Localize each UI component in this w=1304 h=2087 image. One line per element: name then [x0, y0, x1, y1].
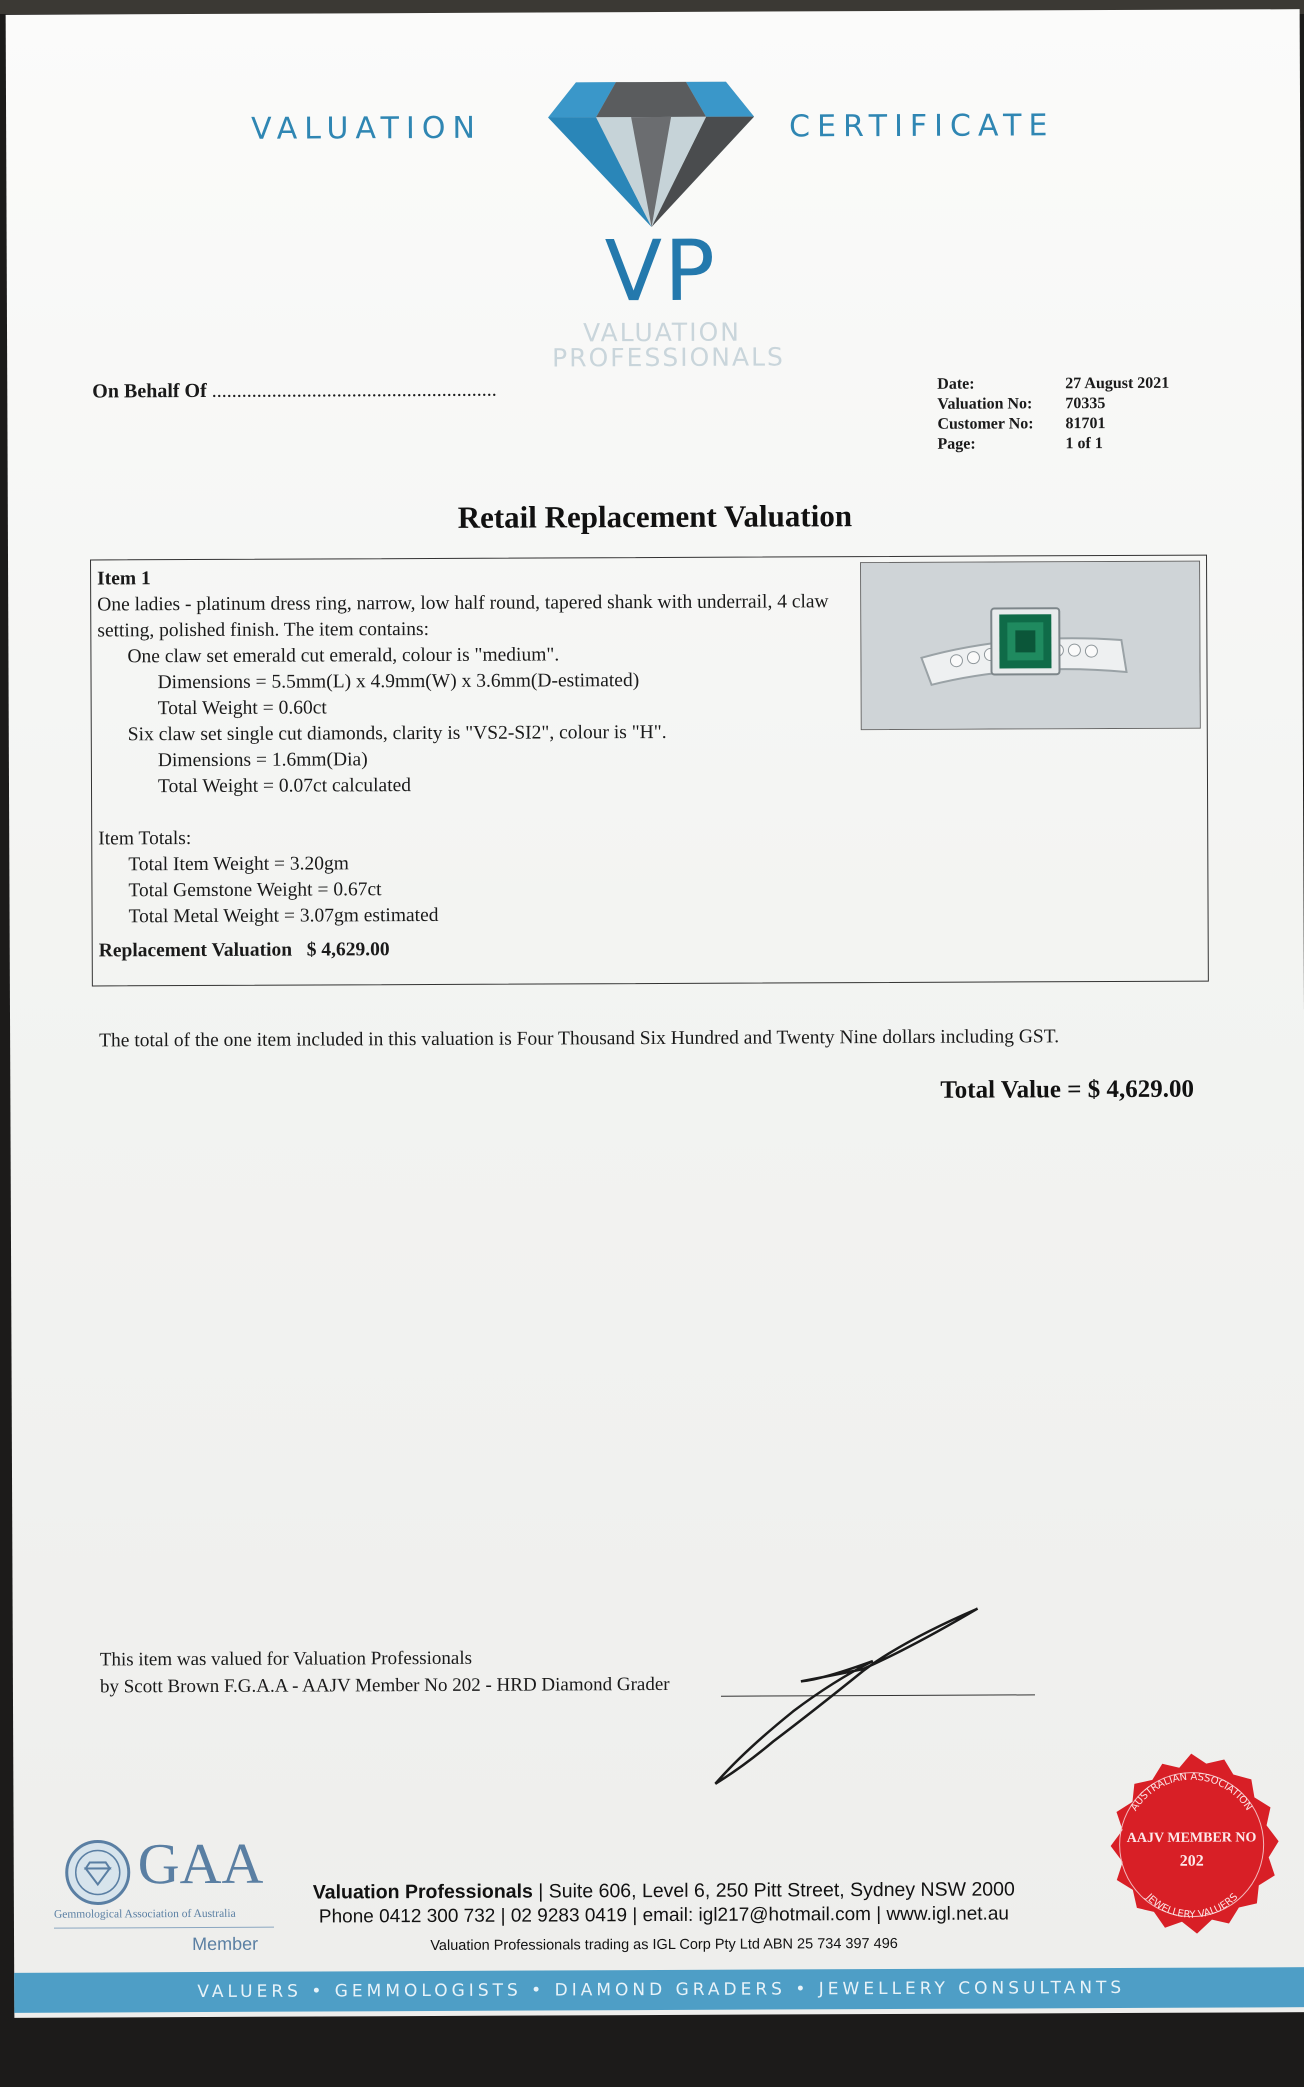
item-totals-heading: Item Totals:: [98, 828, 192, 850]
total-gemstone-weight: Total Gemstone Weight = 0.67ct: [128, 879, 382, 902]
diamond-line: Six claw set single cut diamonds, clarity is "VS2-SI2", colour is "H".: [127, 721, 667, 746]
gaa-logo: [53, 1830, 275, 1955]
diamond-weight: Total Weight = 0.07ct calculated: [157, 775, 412, 798]
emerald-weight: Total Weight = 0.60ct: [157, 697, 327, 720]
signature-icon: [703, 1601, 994, 1792]
item-details: [97, 563, 879, 964]
ring-photo: [860, 561, 1201, 730]
meta-row-customer-no: [937, 414, 1169, 435]
meta-label: Date:: [937, 375, 975, 393]
footer-company: Valuation Professionals: [312, 1880, 533, 1904]
header-left-word: VALUATION: [251, 110, 482, 147]
footer-line-1: [284, 1878, 1044, 1904]
meta-value: 27 August 2021: [1065, 374, 1170, 393]
footer-address-block: [284, 1878, 1044, 1954]
gaa-full-name: Gemmological Association of Australia: [53, 1907, 236, 1921]
header-right-word: CERTIFICATE: [789, 108, 1055, 145]
ring-image-icon: [861, 562, 1201, 730]
diamond-dimensions: Dimensions = 1.6mm(Dia): [157, 749, 368, 772]
total-item-weight: Total Item Weight = 3.20gm: [128, 853, 349, 876]
seal-line-1: AAJV MEMBER NO: [1126, 1830, 1257, 1846]
logo-initials: VP: [604, 221, 718, 321]
seal-bottom-arc: JEWELLERY VALUERS: [1143, 1891, 1241, 1921]
footer-trading: Valuation Professionals trading as IGL Corp Pty Ltd ABN 25 734 397 496: [430, 1935, 898, 1954]
on-behalf-label: On Behalf Of: [92, 379, 207, 403]
replacement-value: $ 4,629.00: [306, 939, 390, 961]
services-band: VALUERS • GEMMOLOGISTS • DIAMOND GRADERS • JEWELLERY CONSULTANTS: [14, 1967, 1304, 2013]
logo-subtitle: [552, 317, 785, 373]
item-description: One ladies - platinum dress ring, narrow, low half round, tapered shank with underrail, 4 claw setting, polished finish. The item contains:: [97, 591, 829, 642]
meta-table: [937, 374, 1169, 455]
valuer-statement: [100, 1644, 670, 1700]
item-heading: Item 1: [97, 568, 151, 590]
emerald-line: One claw set emerald cut emerald, colour is "medium".: [127, 644, 560, 668]
gaa-divider: [54, 1927, 274, 1929]
summary-sentence: The total of the one item included in this valuation is Four Thousand Six Hundred and Twenty Nine dollars including GST.: [99, 1026, 1060, 1052]
on-behalf-dots: .........................................................: [211, 378, 497, 402]
diamond-logo-icon: [536, 72, 767, 233]
meta-label: Page:: [937, 435, 976, 453]
total-value: Total Value = $ 4,629.00: [940, 1075, 1195, 1104]
valuer-line-1: This item was valued for Valuation Professionals: [99, 1647, 473, 1671]
meta-label: Customer No:: [937, 415, 1034, 433]
gaa-member: Member: [192, 1933, 259, 1955]
meta-value: 1 of 1: [1065, 435, 1103, 453]
logo-subtitle-line2: PROFESSIONALS: [552, 342, 785, 373]
footer-address: | Suite 606, Level 6, 250 Pitt Street, Sydney NSW 2000: [532, 1878, 1015, 1903]
on-behalf-of: [92, 379, 497, 404]
valuer-line-2: by Scott Brown F.G.A.A - AAJV Member No 202 - HRD Diamond Grader: [99, 1673, 670, 1698]
emerald-dimensions: Dimensions = 5.5mm(L) x 4.9mm(W) x 3.6mm(D-estimated): [157, 670, 640, 694]
meta-value: 81701: [1065, 415, 1106, 433]
aajv-seal-icon: [1096, 1749, 1287, 1940]
meta-row-date: [937, 374, 1169, 395]
logo-subtitle-line1: VALUATION: [583, 317, 741, 348]
page-title: Retail Replacement Valuation: [457, 498, 853, 535]
meta-value: 70335: [1065, 395, 1106, 413]
certificate-page: [6, 9, 1304, 2018]
replacement-label: Replacement Valuation: [98, 939, 293, 962]
gaa-emblem-icon: [64, 1838, 132, 1906]
footer-contact: Phone 0412 300 732 | 02 9283 0419 | email: igl217@hotmail.com | www.igl.net.au: [318, 1903, 1009, 1928]
meta-row-valuation-no: [937, 394, 1169, 415]
meta-label: Valuation No:: [937, 395, 1033, 413]
seal-top-arc: AUSTRALIAN ASSOCIATION: [1128, 1771, 1254, 1814]
item-box: [90, 555, 1209, 987]
meta-row-page: [937, 434, 1169, 455]
gaa-acronym: GAA: [137, 1830, 264, 1897]
seal-line-2: 202: [1179, 1852, 1204, 1870]
replacement-valuation: [99, 935, 879, 964]
total-metal-weight: Total Metal Weight = 3.07gm estimated: [128, 904, 439, 928]
